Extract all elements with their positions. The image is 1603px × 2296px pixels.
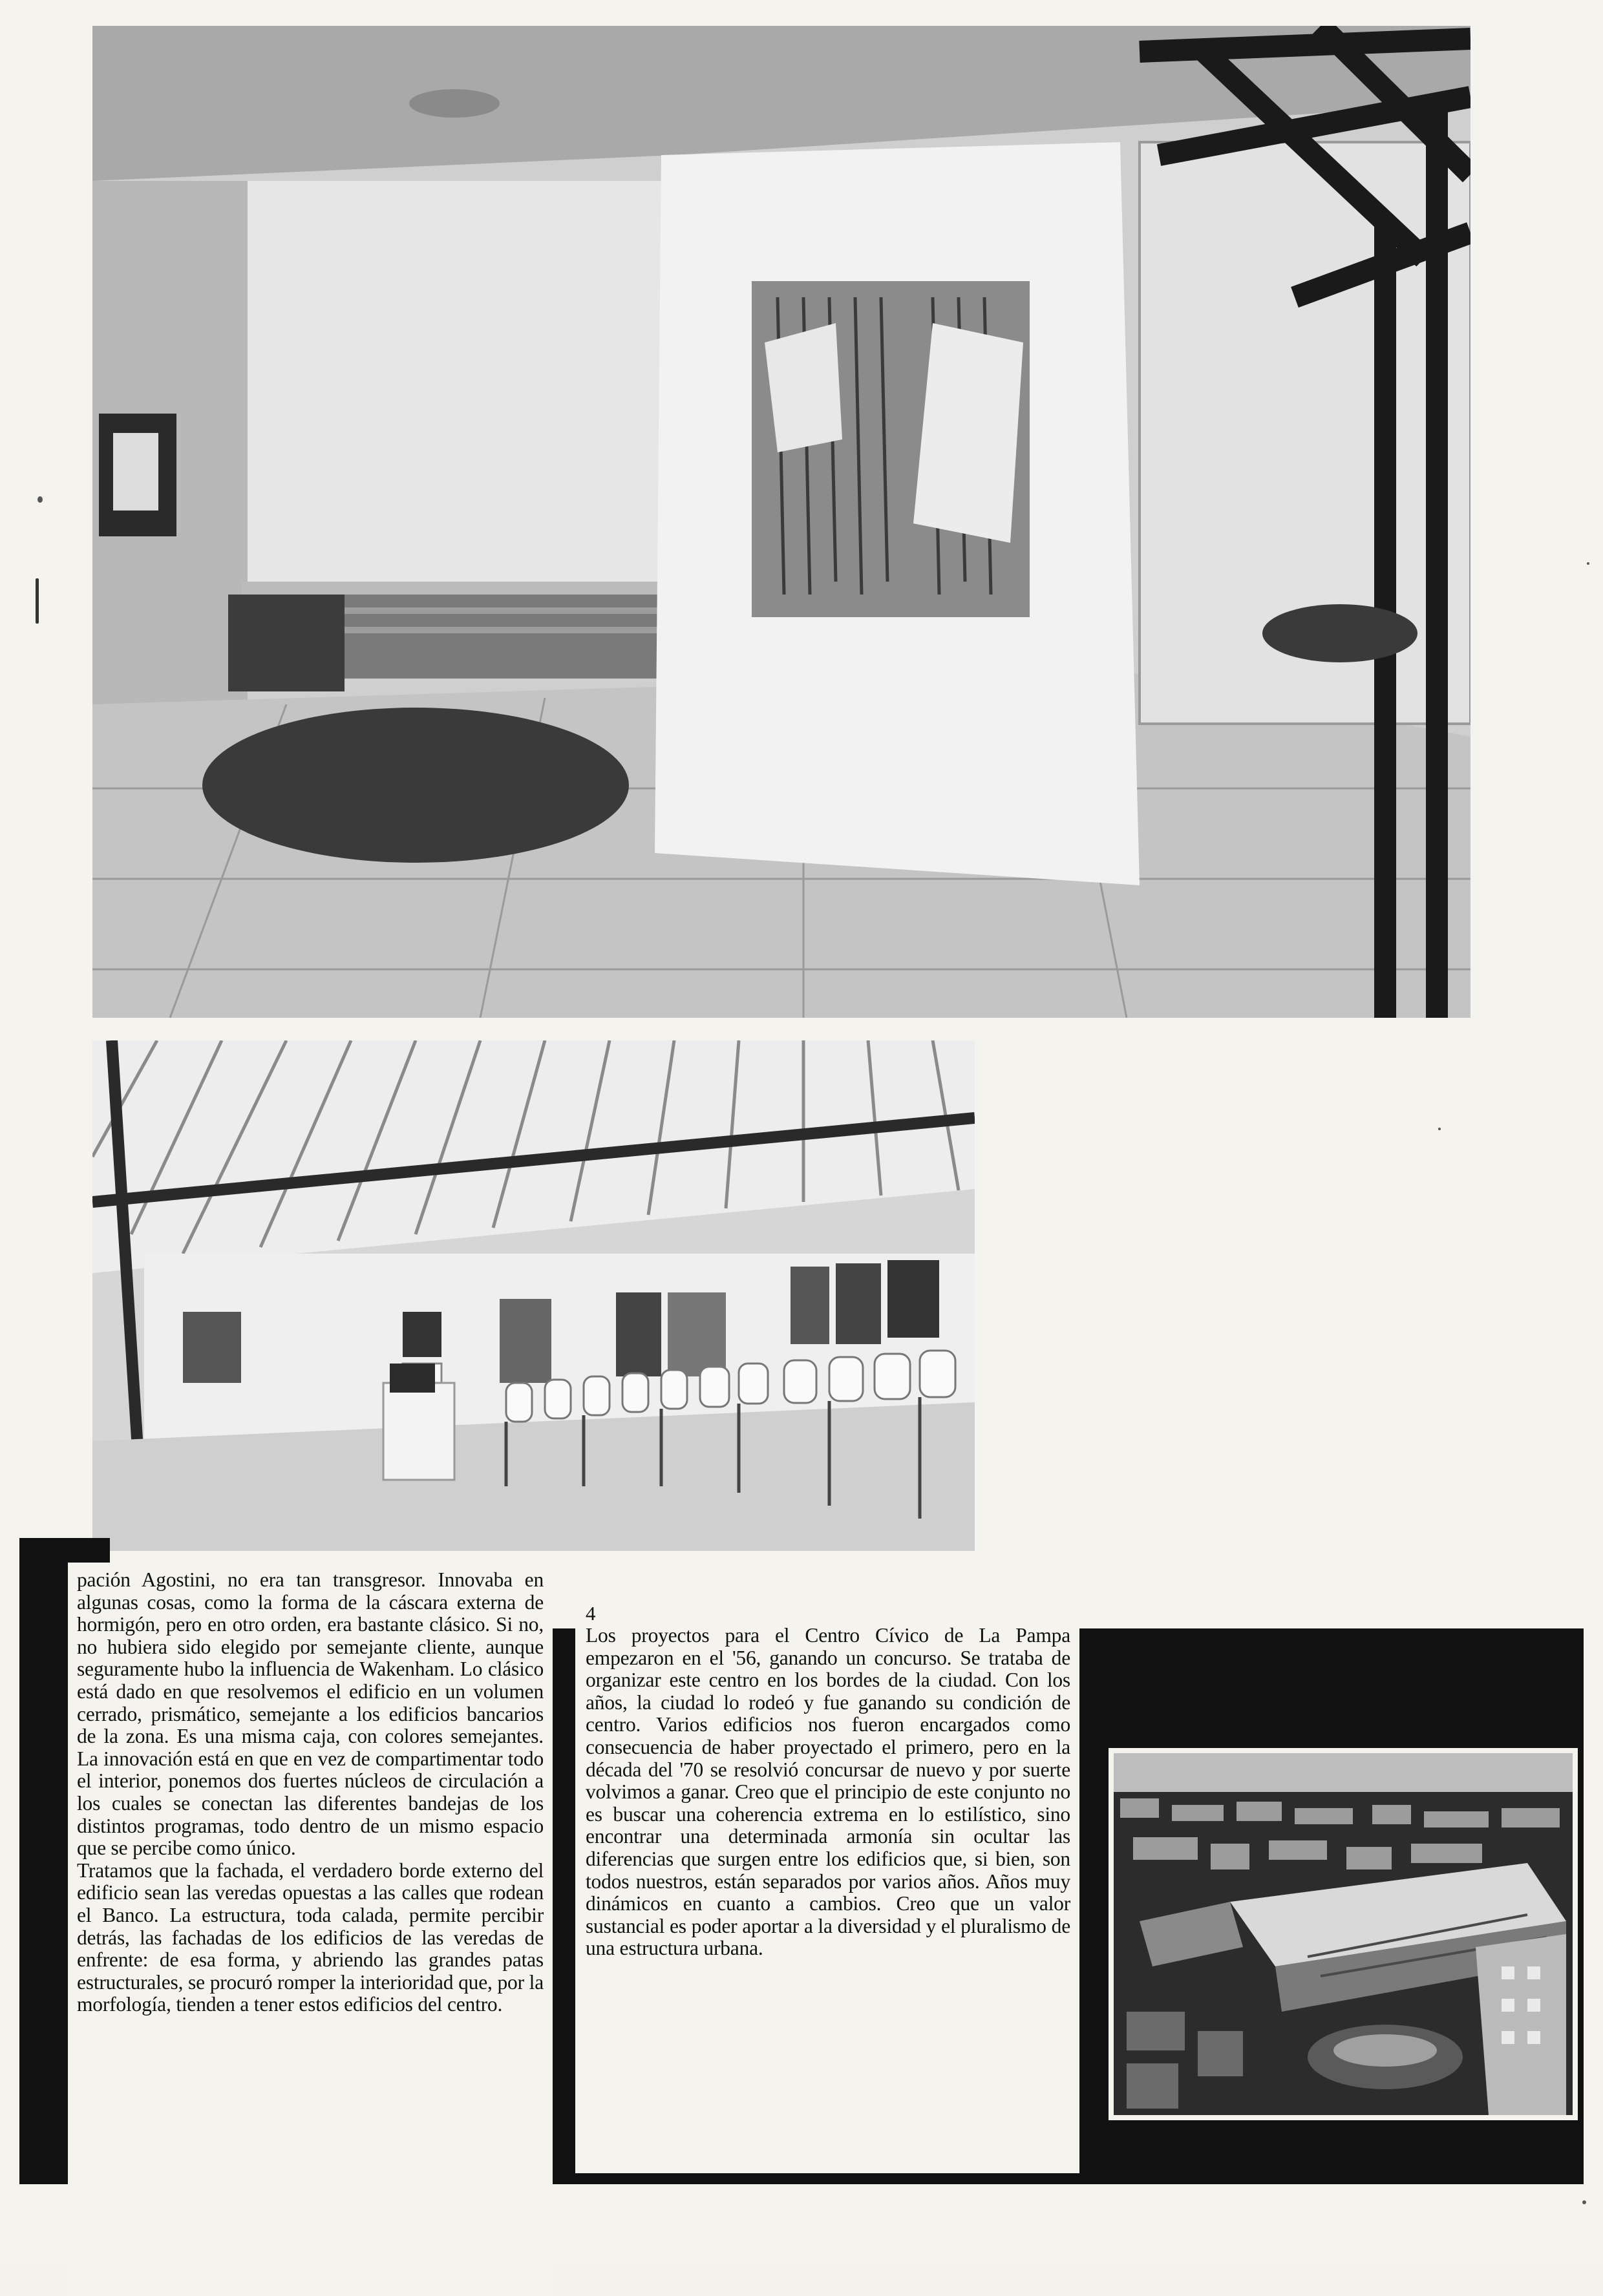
city-aerial-drawing <box>1114 1753 1573 2115</box>
scan-speck <box>37 496 43 503</box>
gallery-interior-photo <box>92 26 1470 1018</box>
left-paragraph-2: Tratamos que la fachada, el verdadero borde externo del edificio sean las veredas opuestas a las calles que rodean el Banco. La estructura, toda calada, permite percibir detrás, las fachadas de los edificios de las veredas de enfrente: de esa forma, y abriendo las grandes patas estructurales, se procuró romper la interioridad que, por la morfología, tienden a tener estos edificios del centro. <box>77 1859 544 2016</box>
middle-paragraph: Los proyectos para el Centro Cívico de La Pampa empezaron en el '56, ganando un concurso. Se trataba de organizar este centro en los bordes de la ciudad. Con los años, la ciudad lo rodeó y fue ganando su condición de centro. Varios edificios nos fueron encargados como consecuencia de haber proyectado el primero, pero en la década del '70 se resolvió concursar de nuevo y por suerte volvimos a ganar. Creo que el principio de este conjunto no es buscar una coherencia extrema en lo estilístico, sino encontrar una determinada armonía sin ocultar las diferencias que surgen entre los edificios que, si bien, son todos nuestros, están separados por varios años. Años muy dinámicos en cuanto a cambios. Creo que un valor sustancial es poder aportar a la diversidad y el pluralismo de una estructura urbana. <box>586 1624 1070 1960</box>
scan-speck <box>36 578 39 624</box>
scan-speck <box>1582 2200 1586 2204</box>
scan-speck <box>1587 562 1589 565</box>
section-number: 4 <box>586 1602 596 1625</box>
city-aerial-photo <box>1109 1748 1578 2120</box>
left-text-column <box>68 1563 553 2296</box>
auditorium-drawing <box>92 1040 975 1551</box>
auditorium-photo <box>92 1040 975 1551</box>
scan-speck <box>1438 1128 1441 1130</box>
middle-text-column <box>575 1596 1079 2173</box>
left-paragraph-1: pación Agostini, no era tan transgresor. Innovaba en algunas cosas, como la forma de la cáscara externa de hormigón, pero en otro orden, era bastante clásico. Si no, no hubiera sido elegido por semejante cliente, aunque seguramente hubo la influencia de Wakenham. Lo clásico está dado en que resolvemos el edificio en un volumen cerrado, prismático, semejante a los edificios bancarios de la zona. Es una misma caja, con colores semejantes. La innovación está en que en vez de compartimentar todo el interior, ponemos dos fuertes núcleos de circulación a los cuales se conectan las diferentes bandejas de los distintos programas, todo dentro de un mismo espacio que se percibe como único. <box>77 1568 544 1860</box>
gallery-interior-drawing <box>92 26 1470 1018</box>
